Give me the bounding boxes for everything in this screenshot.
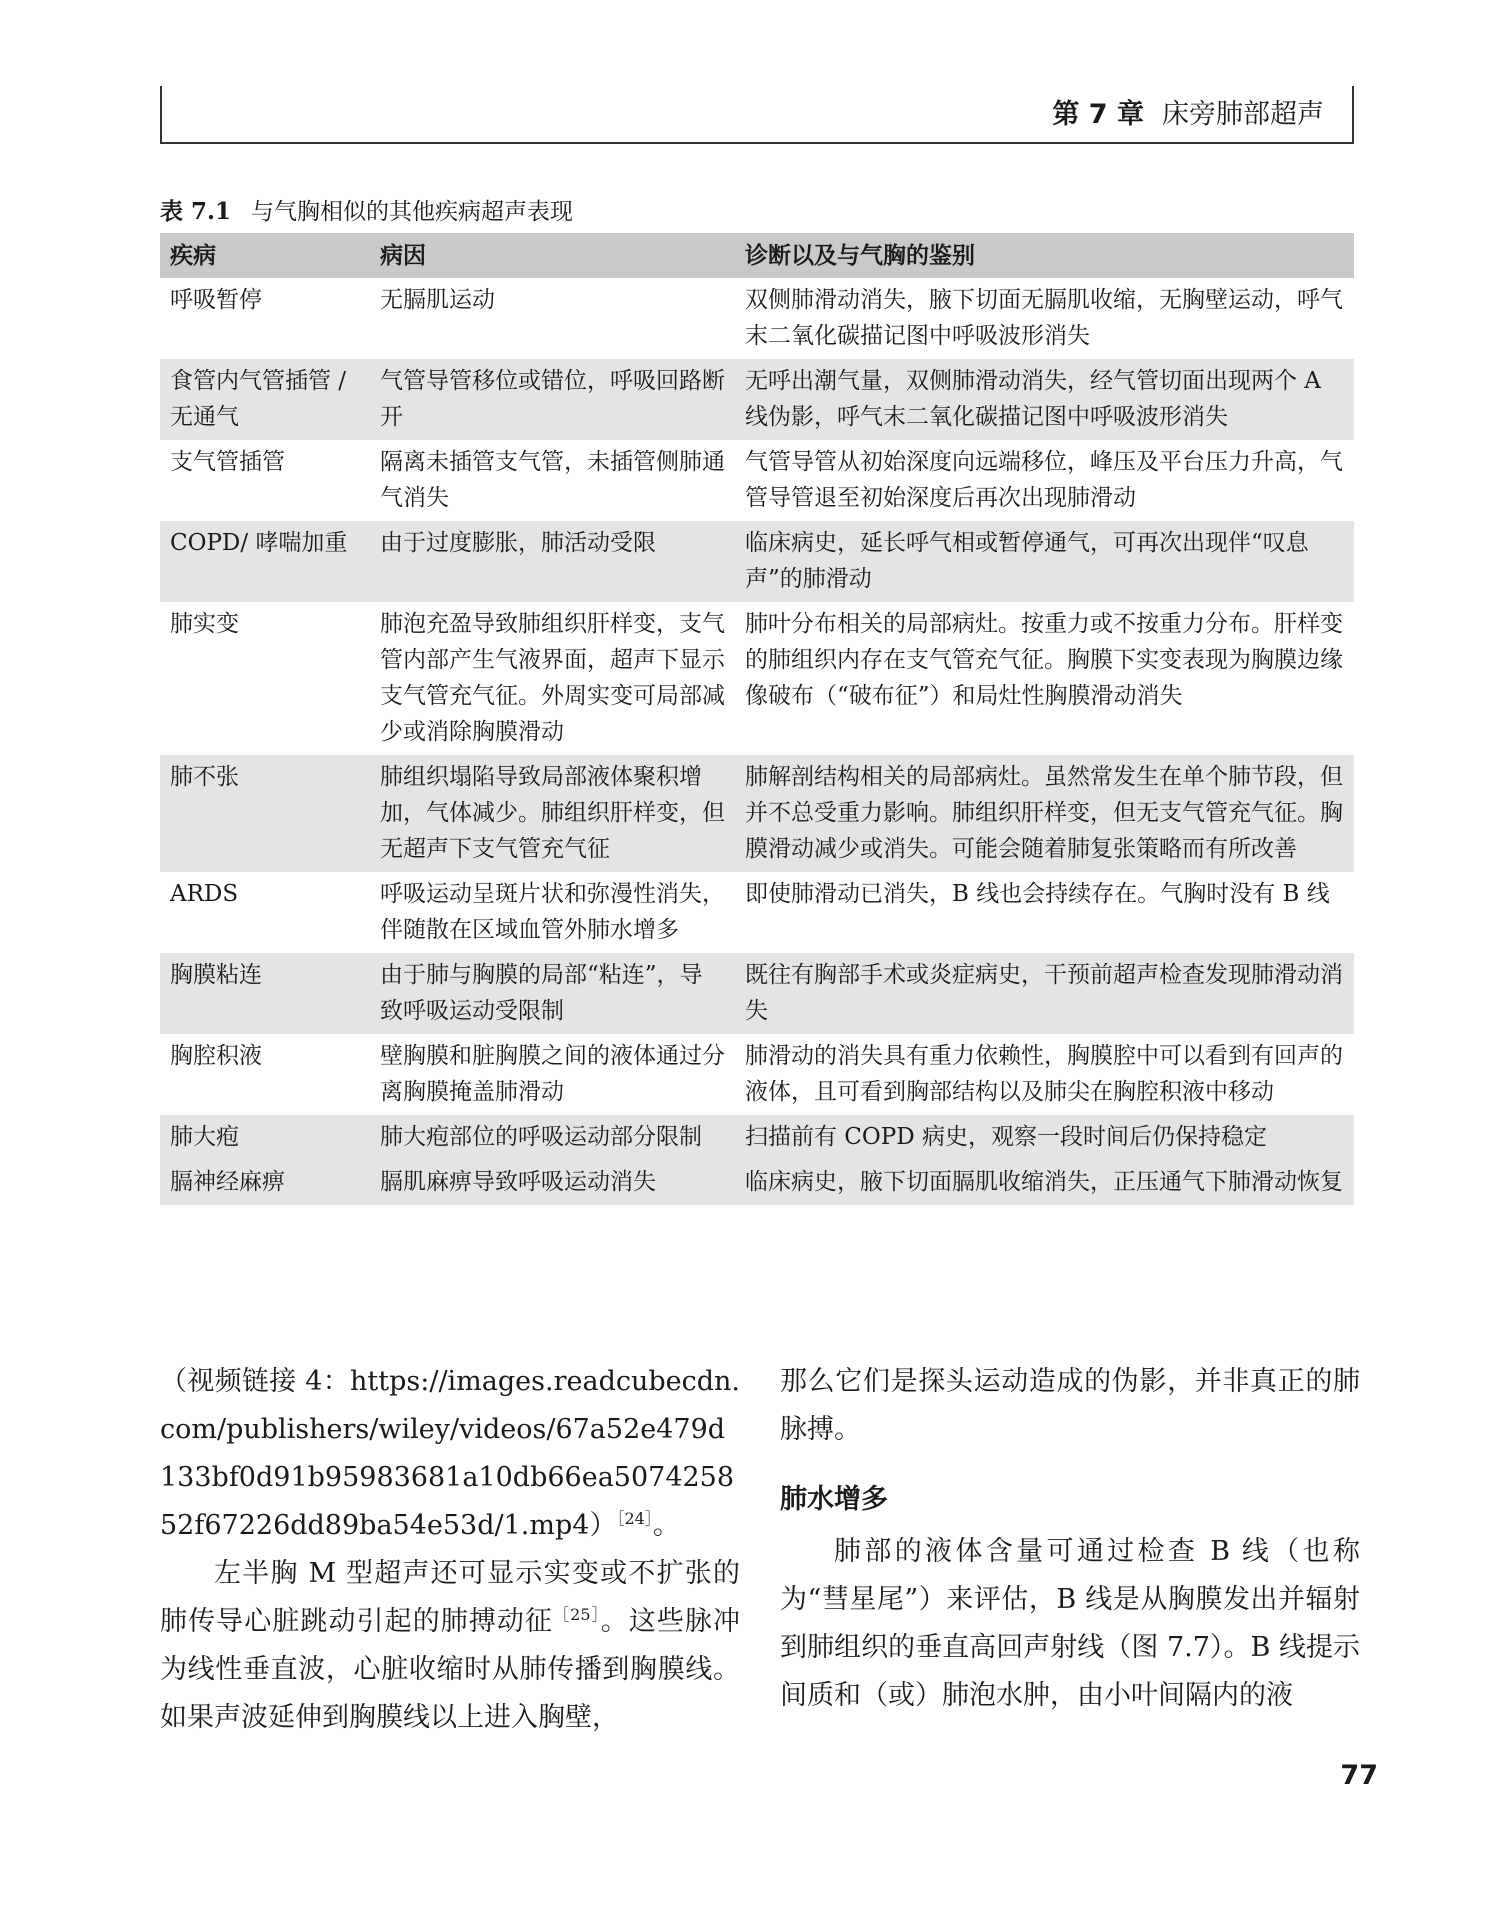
citation-25: ［25］ bbox=[553, 1605, 601, 1624]
lung-pulse-text: 左半胸 M 型超声还可显示实变或不扩张的肺传导心脏跳动引起的肺搏动征 bbox=[160, 1558, 740, 1637]
cell-diagnosis: 肺解剖结构相关的局部病灶。虽然常发生在单个肺节段，但并不总受重力影响。肺组织肝样变，但无支气管充气征。胸膜滑动减少或消失。可能会随着肺复张策略而有所改善 bbox=[735, 755, 1354, 872]
cell-disease: 胸腔积液 bbox=[170, 1043, 262, 1069]
header-text bbox=[1052, 92, 1324, 131]
cell-disease: 呼吸暂停 bbox=[170, 287, 262, 313]
table-row bbox=[160, 602, 1354, 755]
table-row bbox=[160, 953, 1354, 1034]
cell-disease: 支气管插管 bbox=[170, 449, 285, 475]
cell-disease: 食管内气管插管 / 无通气 bbox=[160, 359, 370, 440]
right-column bbox=[780, 1358, 1360, 1720]
header-disease: 疾病 bbox=[160, 233, 370, 278]
cell-disease: ARDS bbox=[170, 881, 239, 907]
table-row bbox=[160, 521, 1354, 602]
cell-diagnosis: 既往有胸部手术或炎症病史，干预前超声检查发现肺滑动消失 bbox=[735, 953, 1354, 1034]
cell-diagnosis: 临床病史，延长呼气相或暂停通气，可再次出现伴“叹息声”的肺滑动 bbox=[735, 521, 1354, 602]
cell-cause: 由于肺与胸膜的局部“粘连”，导致呼吸运动受限制 bbox=[370, 953, 735, 1034]
cell-cause: 肺组织塌陷导致局部液体聚积增加，气体减少。肺组织肝样变，但无超声下支气管充气征 bbox=[370, 755, 735, 872]
left-column bbox=[160, 1358, 740, 1742]
video-link-text: （视频链接 4：https://images.readcubecdn.com/publishers/wiley/videos/67a52e479d133bf0d91b95983681a10db66ea507425852f67226dd89ba54e53d/1.mp4） bbox=[160, 1366, 740, 1541]
table-row bbox=[160, 1115, 1354, 1160]
disease-table bbox=[160, 233, 1354, 1205]
cell-diagnosis: 肺滑动的消失具有重力依赖性，胸膜腔中可以看到有回声的液体，且可看到胸部结构以及肺尖在胸腔积液中移动 bbox=[745, 1043, 1343, 1105]
header-cause: 病因 bbox=[370, 233, 735, 278]
table-row bbox=[160, 1034, 1354, 1115]
cell-cause: 气管导管移位或错位，呼吸回路断开 bbox=[370, 359, 735, 440]
cell-diagnosis: 双侧肺滑动消失，腋下切面无膈肌收缩，无胸壁运动，呼气末二氧化碳描记图中呼吸波形消失 bbox=[745, 287, 1343, 349]
cell-cause: 膈肌麻痹导致呼吸运动消失 bbox=[370, 1160, 735, 1205]
cell-cause: 由于过度膨胀，肺活动受限 bbox=[370, 521, 735, 602]
cell-cause: 呼吸运动呈斑片状和弥漫性消失，伴随散在区域血管外肺水增多 bbox=[380, 881, 725, 943]
cell-diagnosis: 即使肺滑动已消失，B 线也会持续存在。气胸时没有 B 线 bbox=[745, 881, 1330, 907]
section-title: 肺水增多 bbox=[780, 1484, 888, 1515]
table-row bbox=[160, 278, 1354, 359]
cell-cause: 无膈肌运动 bbox=[380, 287, 495, 313]
cell-diagnosis: 无呼出潮气量，双侧肺滑动消失，经气管切面出现两个 A 线伪影，呼气末二氧化碳描记图中呼吸波形消失 bbox=[735, 359, 1354, 440]
cell-diagnosis: 气管导管从初始深度向远端移位，峰压及平台压力升高，气管导管退至初始深度后再次出现肺滑动 bbox=[745, 449, 1343, 511]
running-header bbox=[160, 86, 1354, 144]
citation-24: ［24］ bbox=[616, 1509, 653, 1528]
chapter-title: 床旁肺部超声 bbox=[1162, 99, 1324, 130]
table-row bbox=[160, 440, 1354, 521]
cell-cause: 肺大疱部位的呼吸运动部分限制 bbox=[370, 1115, 735, 1160]
cell-diagnosis: 扫描前有 COPD 病史，观察一段时间后仍保持稳定 bbox=[735, 1115, 1354, 1160]
cell-disease: 膈神经麻痹 bbox=[160, 1160, 370, 1205]
cell-cause: 隔离未插管支气管，未插管侧肺通气消失 bbox=[380, 449, 725, 511]
cell-diagnosis: 肺叶分布相关的局部病灶。按重力或不按重力分布。肝样变的肺组织内存在支气管充气征。胸膜下实变表现为胸膜边缘像破布（“破布征”）和局灶性胸膜滑动消失 bbox=[745, 611, 1343, 709]
cell-disease: 肺不张 bbox=[160, 755, 370, 872]
table-row bbox=[160, 1160, 1354, 1205]
lung-pulse-paragraph bbox=[160, 1550, 740, 1742]
page-number: 77 bbox=[1340, 1760, 1378, 1791]
table-row bbox=[160, 359, 1354, 440]
table-number: 表 7.1 bbox=[160, 198, 232, 225]
video-link-paragraph bbox=[160, 1358, 740, 1550]
b-lines-paragraph: 肺部的液体含量可通过检查 B 线（也称为“彗星尾”）来评估，B 线是从胸膜发出并辐射到肺组织的垂直高回声射线（图 7.7）。B 线提示间质和（或）肺泡水肿，由小叶间隔内的液 bbox=[780, 1536, 1360, 1711]
table-title: 与气胸相似的其他疾病超声表现 bbox=[251, 199, 574, 225]
table-caption bbox=[160, 193, 573, 226]
cell-cause: 壁胸膜和脏胸膜之间的液体通过分离胸膜掩盖肺滑动 bbox=[380, 1043, 725, 1105]
cell-diagnosis: 临床病史，腋下切面膈肌收缩消失，正压通气下肺滑动恢复 bbox=[735, 1160, 1354, 1205]
table-header-row bbox=[160, 233, 1354, 278]
cell-disease: 肺实变 bbox=[170, 611, 239, 637]
table-row bbox=[160, 755, 1354, 872]
cell-disease: 胸膜粘连 bbox=[160, 953, 370, 1034]
lung-pulse-rest: 。这些脉冲为线性垂直波，心脏收缩时从肺传播到胸膜线。如果声波延伸到胸膜线以上进入胸壁， bbox=[160, 1606, 740, 1733]
cell-cause: 肺泡充盈导致肺组织肝样变，支气管内部产生气液界面，超声下显示支气管充气征。外周实变可局部减少或消除胸膜滑动 bbox=[380, 611, 725, 745]
cell-disease: 肺大疱 bbox=[160, 1115, 370, 1160]
video-link-end: 。 bbox=[652, 1510, 680, 1541]
continuation-paragraph: 那么它们是探头运动造成的伪影，并非真正的肺脉搏。 bbox=[780, 1366, 1360, 1445]
chapter-number: 第 7 章 bbox=[1052, 99, 1144, 130]
cell-disease: COPD/ 哮喘加重 bbox=[160, 521, 370, 602]
header-diagnosis: 诊断以及与气胸的鉴别 bbox=[735, 233, 1354, 278]
table-row bbox=[160, 872, 1354, 953]
